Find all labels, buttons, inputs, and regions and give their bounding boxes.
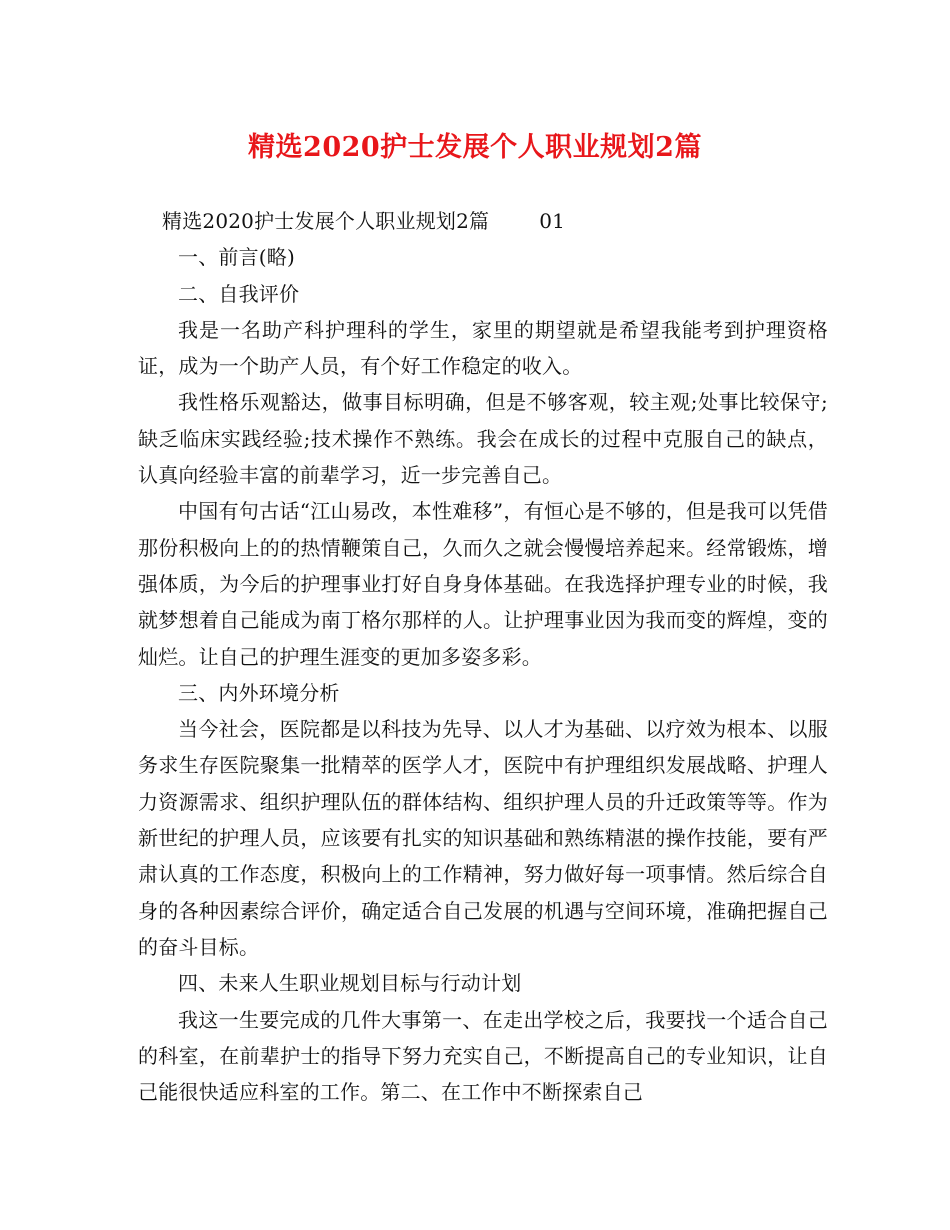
paragraph: 我性格乐观豁达，做事目标明确，但是不够客观，较主观;处事比较保守;缺乏临床实践经验;技术操作不熟练。我会在成长的过程中克服自己的缺点，认真向经验丰富的前辈学习，近一步完善自己。 (138, 390, 828, 488)
paragraph: 我这一生要完成的几件大事第一、在走出学校之后，我要找一个适合自己的科室，在前辈护士的指导下努力充实自己，不断提高自己的专业知识，让自己能很快适应科室的工作。第二、在工作中不断探索自己 (138, 1007, 828, 1105)
paragraph: 当今社会，医院都是以科技为先导、以人才为基础、以疗效为根本、以服务求生存医院聚集一批精萃的医学人才，医院中有护理组织发展战略、护理人力资源需求、组织护理队伍的群体结构、组织护理人员的升迁政策等等。作为新世纪的护理人员，应该要有扎实的知识基础和熟练精湛的操作技能，要有严肃认真的工作态度，积极向上的工作精神，努力做好每一项事情。然后综合自身的各种因素综合评价，确定适合自己发展的机遇与空间环境，准确把握自己的奋斗目标。 (138, 717, 828, 959)
section-heading: 三、内外环境分析 (178, 680, 340, 705)
subtitle-line (138, 203, 828, 239)
subtitle-text: 精选2020护士发展个人职业规划2篇 (162, 209, 490, 233)
section-heading: 四、未来人生职业规划目标与行动计划 (178, 971, 522, 996)
subtitle-number: 01 (539, 209, 566, 233)
document-body (138, 203, 828, 1110)
document-title: 精选2020护士发展个人职业规划2篇 (248, 132, 702, 163)
section-heading: 二、自我评价 (178, 281, 300, 306)
section-heading: 一、前言(略) (178, 245, 296, 270)
paragraph: 我是一名助产科护理科的学生，家里的期望就是希望我能考到护理资格证，成为一个助产人员，有个好工作稳定的收入。 (138, 317, 828, 379)
paragraph: 中国有句古话“江山易改，本性难移”，有恒心是不够的，但是我可以凭借那份积极向上的的热情鞭策自己，久而久之就会慢慢培养起来。经常锻炼，增强体质，为今后的护理事业打好自身身体基础。在我选择护理专业的时候，我就梦想着自己能成为南丁格尔那样的人。让护理事业因为我而变的辉煌，变的灿烂。让自己的护理生涯变的更加多姿多彩。 (138, 499, 828, 669)
